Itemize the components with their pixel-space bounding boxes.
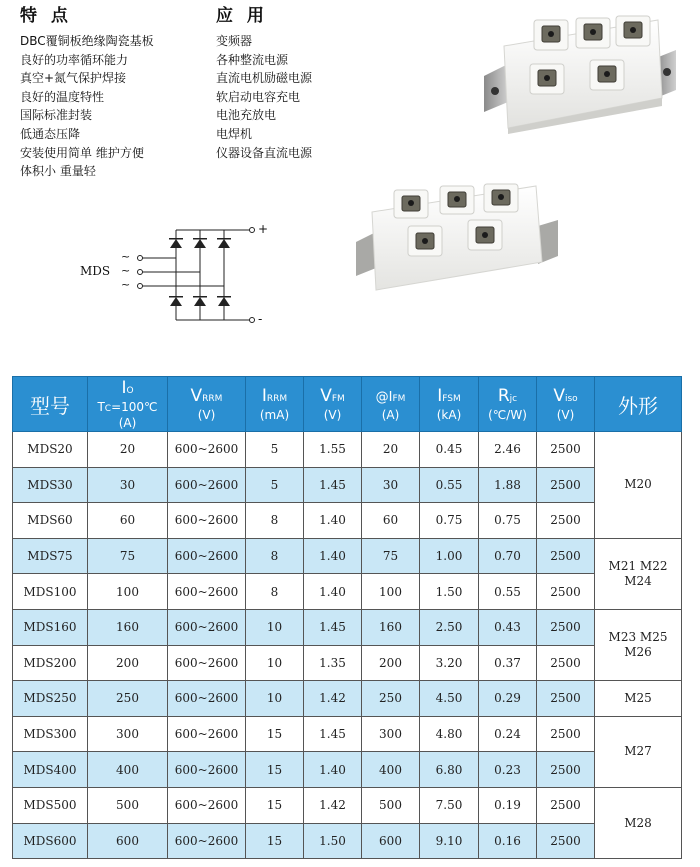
cell-irrm: 5 <box>246 467 304 503</box>
header-vfm: VFM (V) <box>304 377 362 432</box>
header-ifm: @IFM (A) <box>362 377 420 432</box>
cell-rjc: 0.43 <box>479 609 537 645</box>
cell-irrm: 15 <box>246 823 304 859</box>
cell-ifsm: 3.20 <box>420 645 479 681</box>
cell-vrrm: 600~2600 <box>168 752 246 788</box>
cell-viso: 2500 <box>537 787 595 823</box>
module-photo-top <box>478 6 678 134</box>
cell-io: 250 <box>88 681 168 717</box>
header-model: 型号 <box>13 377 88 432</box>
cell-viso: 2500 <box>537 574 595 610</box>
cell-irrm: 15 <box>246 752 304 788</box>
cell-ifsm: 4.80 <box>420 716 479 752</box>
cell-vfm: 1.50 <box>304 823 362 859</box>
features-list <box>20 32 210 181</box>
cell-vfm: 1.55 <box>304 432 362 468</box>
cell-vfm: 1.42 <box>304 681 362 717</box>
cell-model: MDS200 <box>13 645 88 681</box>
application-item: 各种整流电源 <box>216 52 289 67</box>
cell-ifm: 400 <box>362 752 420 788</box>
features-section <box>20 6 210 181</box>
cell-io: 400 <box>88 752 168 788</box>
spec-table <box>12 376 682 859</box>
table-row <box>13 823 682 859</box>
cell-ifm: 100 <box>362 574 420 610</box>
cell-io: 30 <box>88 467 168 503</box>
table-row <box>13 467 682 503</box>
cell-shape: M21 M22 M24 <box>595 538 682 609</box>
cell-ifsm: 0.75 <box>420 503 479 539</box>
cell-ifsm: 4.50 <box>420 681 479 717</box>
application-item: 软启动电容充电 <box>216 89 301 104</box>
cell-rjc: 1.88 <box>479 467 537 503</box>
application-item: 直流电机励磁电源 <box>216 71 313 86</box>
cell-ifm: 600 <box>362 823 420 859</box>
cell-irrm: 15 <box>246 787 304 823</box>
header-rjc: Rjc (℃/W) <box>479 377 537 432</box>
cell-viso: 2500 <box>537 609 595 645</box>
cell-vrrm: 600~2600 <box>168 538 246 574</box>
cell-viso: 2500 <box>537 752 595 788</box>
application-item: 变频器 <box>216 34 253 48</box>
cell-model: MDS100 <box>13 574 88 610</box>
cell-ifsm: 0.45 <box>420 432 479 468</box>
cell-viso: 2500 <box>537 538 595 574</box>
cell-ifm: 200 <box>362 645 420 681</box>
cell-irrm: 8 <box>246 574 304 610</box>
feature-item: 国际标准封装 <box>20 108 93 123</box>
cell-vfm: 1.35 <box>304 645 362 681</box>
table-header-row <box>13 377 682 432</box>
cell-model: MDS60 <box>13 503 88 539</box>
cell-ifsm: 0.55 <box>420 467 479 503</box>
table-row <box>13 681 682 717</box>
cell-rjc: 0.29 <box>479 681 537 717</box>
cell-ifsm: 1.50 <box>420 574 479 610</box>
table-row <box>13 752 682 788</box>
cell-rjc: 0.55 <box>479 574 537 610</box>
cell-irrm: 8 <box>246 503 304 539</box>
cell-vfm: 1.45 <box>304 716 362 752</box>
cell-vfm: 1.42 <box>304 787 362 823</box>
table-row <box>13 787 682 823</box>
cell-vfm: 1.40 <box>304 503 362 539</box>
table-row <box>13 609 682 645</box>
cell-ifm: 30 <box>362 467 420 503</box>
applications-section <box>216 6 386 162</box>
cell-shape: M25 <box>595 681 682 717</box>
cell-vrrm: 600~2600 <box>168 503 246 539</box>
ac-terminal-3: ~ <box>121 278 131 291</box>
cell-io: 160 <box>88 609 168 645</box>
features-title: 特 点 <box>20 6 72 26</box>
table-row <box>13 645 682 681</box>
cell-viso: 2500 <box>537 716 595 752</box>
cell-model: MDS400 <box>13 752 88 788</box>
cell-irrm: 8 <box>246 538 304 574</box>
cell-ifsm: 2.50 <box>420 609 479 645</box>
feature-item: 安装使用简单 维护方便 <box>20 145 144 160</box>
cell-rjc: 0.37 <box>479 645 537 681</box>
cell-irrm: 10 <box>246 645 304 681</box>
header-io: IO TC=100℃ (A) <box>88 377 168 432</box>
cell-vrrm: 600~2600 <box>168 609 246 645</box>
cell-model: MDS600 <box>13 823 88 859</box>
cell-rjc: 0.24 <box>479 716 537 752</box>
cell-irrm: 10 <box>246 609 304 645</box>
ac-terminal-2: ~ <box>121 264 131 277</box>
cell-ifm: 60 <box>362 503 420 539</box>
cell-vrrm: 600~2600 <box>168 574 246 610</box>
ac-terminal-1: ~ <box>121 250 131 263</box>
cell-io: 100 <box>88 574 168 610</box>
cell-rjc: 2.46 <box>479 432 537 468</box>
cell-vrrm: 600~2600 <box>168 787 246 823</box>
cell-io: 600 <box>88 823 168 859</box>
cell-rjc: 0.75 <box>479 503 537 539</box>
table-row <box>13 574 682 610</box>
cell-ifm: 250 <box>362 681 420 717</box>
header-shape: 外形 <box>595 377 682 432</box>
cell-model: MDS75 <box>13 538 88 574</box>
cell-vfm: 1.40 <box>304 574 362 610</box>
cell-ifm: 160 <box>362 609 420 645</box>
cell-vfm: 1.45 <box>304 467 362 503</box>
cell-viso: 2500 <box>537 823 595 859</box>
cell-vrrm: 600~2600 <box>168 823 246 859</box>
feature-item: 体积小 重量轻 <box>20 164 96 179</box>
cell-rjc: 0.70 <box>479 538 537 574</box>
cell-vrrm: 600~2600 <box>168 432 246 468</box>
cell-ifsm: 6.80 <box>420 752 479 788</box>
cell-rjc: 0.19 <box>479 787 537 823</box>
cell-irrm: 10 <box>246 681 304 717</box>
cell-vrrm: 600~2600 <box>168 716 246 752</box>
table-body <box>13 432 682 859</box>
table-row <box>13 716 682 752</box>
cell-ifm: 300 <box>362 716 420 752</box>
cell-io: 75 <box>88 538 168 574</box>
cell-irrm: 5 <box>246 432 304 468</box>
cell-model: MDS300 <box>13 716 88 752</box>
cell-viso: 2500 <box>537 432 595 468</box>
cell-viso: 2500 <box>537 681 595 717</box>
cell-vfm: 1.45 <box>304 609 362 645</box>
cell-model: MDS30 <box>13 467 88 503</box>
feature-item: 真空+氮气保护焊接 <box>20 71 127 86</box>
minus-terminal: - <box>258 312 263 326</box>
application-item: 电焊机 <box>216 126 253 141</box>
table-row <box>13 432 682 468</box>
cell-model: MDS20 <box>13 432 88 468</box>
cell-viso: 2500 <box>537 467 595 503</box>
cell-io: 20 <box>88 432 168 468</box>
feature-item: 良好的温度特性 <box>20 89 105 104</box>
cell-rjc: 0.16 <box>479 823 537 859</box>
cell-shape: M20 <box>595 432 682 539</box>
cell-ifm: 20 <box>362 432 420 468</box>
module-photo-bottom <box>352 176 562 294</box>
cell-shape: M27 <box>595 716 682 787</box>
header-irrm: IRRM (mA) <box>246 377 304 432</box>
cell-ifsm: 7.50 <box>420 787 479 823</box>
application-item: 电池充放电 <box>216 108 277 123</box>
cell-shape: M23 M25 M26 <box>595 609 682 680</box>
circuit-label: MDS <box>80 264 111 278</box>
header-vrrm: VRRM (V) <box>168 377 246 432</box>
application-item: 仪器设备直流电源 <box>216 145 313 160</box>
cell-model: MDS250 <box>13 681 88 717</box>
applications-list <box>216 32 386 162</box>
cell-vrrm: 600~2600 <box>168 467 246 503</box>
applications-title: 应 用 <box>216 6 268 26</box>
cell-irrm: 15 <box>246 716 304 752</box>
cell-io: 200 <box>88 645 168 681</box>
feature-item: DBC覆铜板绝缘陶瓷基板 <box>20 34 154 48</box>
cell-io: 300 <box>88 716 168 752</box>
cell-vrrm: 600~2600 <box>168 681 246 717</box>
cell-vfm: 1.40 <box>304 538 362 574</box>
cell-ifm: 500 <box>362 787 420 823</box>
cell-vrrm: 600~2600 <box>168 645 246 681</box>
feature-item: 低通态压降 <box>20 126 81 141</box>
plus-terminal: + <box>258 222 269 236</box>
feature-item: 良好的功率循环能力 <box>20 52 129 67</box>
cell-io: 60 <box>88 503 168 539</box>
cell-ifm: 75 <box>362 538 420 574</box>
header-ifsm: IFSM (kA) <box>420 377 479 432</box>
cell-viso: 2500 <box>537 645 595 681</box>
cell-vfm: 1.40 <box>304 752 362 788</box>
cell-model: MDS500 <box>13 787 88 823</box>
header-viso: Viso (V) <box>537 377 595 432</box>
cell-viso: 2500 <box>537 503 595 539</box>
table-row <box>13 503 682 539</box>
cell-ifsm: 1.00 <box>420 538 479 574</box>
cell-rjc: 0.23 <box>479 752 537 788</box>
table-row <box>13 538 682 574</box>
cell-io: 500 <box>88 787 168 823</box>
cell-model: MDS160 <box>13 609 88 645</box>
cell-ifsm: 9.10 <box>420 823 479 859</box>
bridge-circuit-diagram <box>80 210 280 330</box>
cell-shape: M28 <box>595 787 682 858</box>
